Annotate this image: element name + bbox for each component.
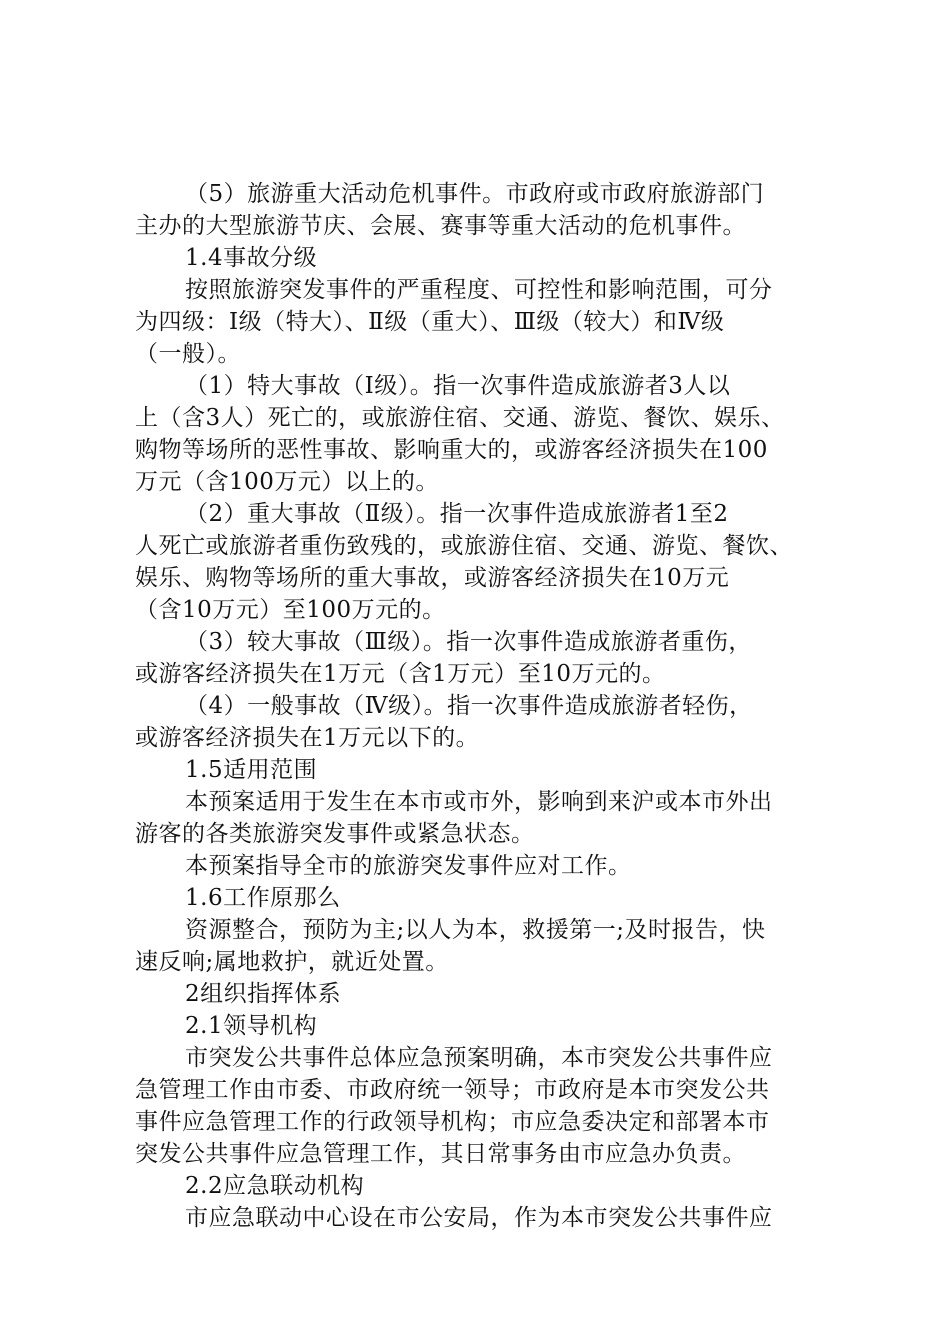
- text-line: （2）重大事故（Ⅱ级）。指一次事件造成旅游者1至2: [185, 501, 729, 527]
- text-line: 1.6工作原那么: [185, 885, 341, 911]
- text-line: 1.5适用范围: [185, 757, 318, 783]
- text-line: 购物等场所的恶性事故、影响重大的，或游客经济损失在100: [135, 437, 768, 463]
- text-line: 主办的大型旅游节庆、会展、赛事等重大活动的危机事件。: [135, 213, 746, 239]
- text-line: 游客的各类旅游突发事件或紧急状态。: [135, 821, 535, 847]
- text-line: 或游客经济损失在1万元以下的。: [135, 725, 480, 751]
- text-line: 人死亡或旅游者重伤致残的，或旅游住宿、交通、游览、餐饮、: [135, 533, 793, 559]
- text-line: 2.2应急联动机构: [185, 1173, 365, 1199]
- text-line: 市突发公共事件总体应急预案明确，本市突发公共事件应: [185, 1045, 773, 1071]
- text-line: 2.1领导机构: [185, 1013, 318, 1039]
- text-line: （4）一般事故（Ⅳ级）。指一次事件造成旅游者轻伤，: [185, 693, 753, 719]
- text-line: （含10万元）至100万元的。: [135, 597, 446, 623]
- text-line: 娱乐、购物等场所的重大事故，或游客经济损失在10万元: [135, 565, 730, 591]
- text-line: 或游客经济损失在1万元（含1万元）至10万元的。: [135, 661, 666, 687]
- text-line: 本预案适用于发生在本市或市外，影响到来沪或本市外出: [185, 789, 773, 815]
- text-line: 突发公共事件应急管理工作，其日常事务由市应急办负责。: [135, 1141, 746, 1167]
- text-line: 资源整合，预防为主;以人为本，救援第一;及时报告，快: [185, 917, 766, 943]
- document-body: [135, 178, 835, 1234]
- text-line: 速反响;属地救护，就近处置。: [135, 949, 449, 975]
- text-line: 按照旅游突发事件的严重程度、可控性和影响范围，可分: [185, 277, 773, 303]
- text-line: 上（含3人）死亡的，或旅游住宿、交通、游览、餐饮、娱乐、: [135, 405, 785, 431]
- text-line: 本预案指导全市的旅游突发事件应对工作。: [185, 853, 632, 879]
- text-line: 2组织指挥体系: [185, 981, 342, 1007]
- text-line: 市应急联动中心设在市公安局，作为本市突发公共事件应: [185, 1205, 773, 1231]
- text-line: （3）较大事故（Ⅲ级）。指一次事件造成旅游者重伤，: [185, 629, 752, 655]
- text-line: 万元（含100万元）以上的。: [135, 469, 439, 495]
- text-line: 为四级：Ⅰ级（特大）、Ⅱ级（重大）、Ⅲ级（较大）和Ⅳ级: [135, 309, 725, 335]
- text-line: （一般）。: [135, 341, 241, 367]
- text-line: （5）旅游重大活动危机事件。市政府或市政府旅游部门: [185, 181, 765, 207]
- text-line: 事件应急管理工作的行政领导机构；市应急委决定和部署本市: [135, 1109, 770, 1135]
- text-line: 急管理工作由市委、市政府统一领导；市政府是本市突发公共: [135, 1077, 770, 1103]
- text-line: 1.4事故分级: [185, 245, 318, 271]
- text-line: （1）特大事故（Ⅰ级）。指一次事件造成旅游者3人以: [185, 373, 731, 399]
